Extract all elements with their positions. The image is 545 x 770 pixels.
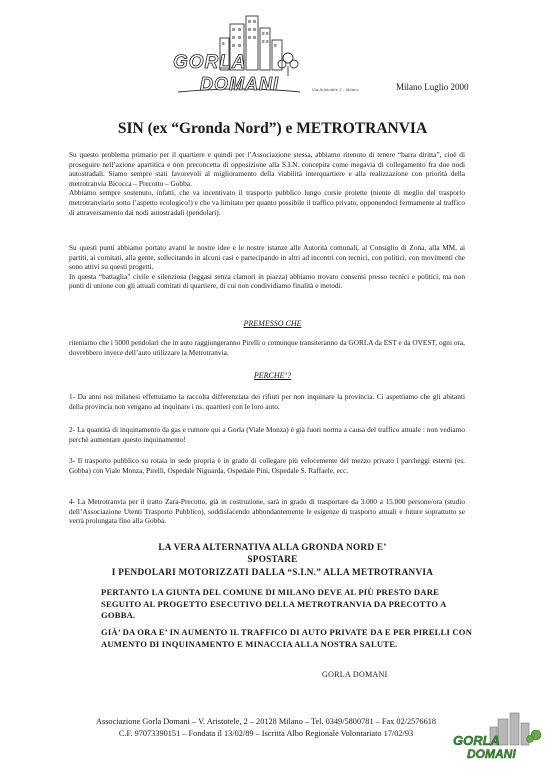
heading-premesso: PREMESSO CHE xyxy=(243,319,302,328)
logo-small-word-gorla: GORLA xyxy=(453,733,500,748)
gorla-domani-logo xyxy=(170,14,305,98)
document-title: SIN (ex “Gronda Nord”) e METROTRANVIA xyxy=(117,120,428,137)
conclusion-line: LA VERA ALTERNATIVA ALLA GRONDA NORD E’ xyxy=(158,542,387,552)
paragraph-text: 1- Da anni noi milanesi effettuiamo la raccolta differenziata dei rifiuti per non inquinare la provincia. Ci aspettiamo che gli abitanti della provincia non vengano ad inquinare i ns. quartieri con le loro auto. xyxy=(69,392,465,411)
conclusion-text: GIÀ’ DA ORA E’ IN AUMENTO IL TRAFFICO DI AUTO PRIVATE DA E PER PIRELLI CON AUMENTO DI INQUINAMENTO E MINACCIA ALLA NOSTRA SALUTE. xyxy=(101,627,473,649)
paragraph-premise xyxy=(69,338,465,357)
reason-4 xyxy=(69,497,465,526)
conclusion-headline xyxy=(0,541,545,578)
conclusion-pertanto xyxy=(101,587,481,622)
reason-1 xyxy=(69,392,465,411)
paragraph-text: In questa “battaglia” civile e silenziosa (leggasi senza clamori in piazza) abbiamo trovato consensi presso tecnici e politici, ma non punti di unione con gli attuali comitati di quartiere, di cui non condividiamo finalità e metodi. xyxy=(69,271,465,291)
paragraph-text: riteniamo che i 5000 pendolari che in auto raggiungeranno Pirelli o comunque transiteranno da GORLA da EST e da OVEST, ogni ora, dovrebbero invece dell’auto utilizzare la Metrotranvia. xyxy=(69,338,465,357)
paragraph-actions xyxy=(69,243,465,291)
logo-small-word-domani: DOMANI xyxy=(467,747,516,761)
dateline: Milano Luglio 2000 xyxy=(396,82,469,92)
conclusion-text: PERTANTO LA GIUNTA DEL COMUNE DI MILANO DEVE AL PIÙ PRESTO DARE SEGUITO AL PROGETTO ESECUTIVO DELLA METROTRANVIA DA PRECOTTO A GOBBA. xyxy=(101,587,447,621)
paragraph-intro xyxy=(69,150,465,217)
heading-perche: PERCHE’? xyxy=(253,371,292,380)
paragraph-text: 4- La Metrotranvia per il tratto Zara-Precotto, già in costruzione, sarà in grado di trasportare da 3.000 a 15.000 persone/ora (studio dell’Associazione Utenti Trasporto Pubblico), soddisfacendo abbondantemente le esigenze di trasporto attuali e future soprattutto se verrà prolungata fino alla Gobba. xyxy=(69,497,465,526)
paragraph-text: Abbiamo sempre sostenuto, infatti, che va incentivato il trasporto pubblico lungo corsie protette (niente di meglio del trasporto metrotranviario sotto l’aspetto ecologico!) e che va limitato per quanto possibile il traffico privato, opponendoci fermamente al traffico di attraversamento dai nodi autostradali (pendolari). xyxy=(69,188,465,217)
paragraph-text: Su questo problema primario per il quartiere e quindi per l’Associazione stessa, abbiamo ritenuto di tenere “barra diritta”, cioè di proseguire nell’azione apartitica e non preconcetta di opposizione alla S.I.N. concepita come megavia di collegamento fra due nodi autostradali. Siamo sempre stati favorevoli al miglioramento della viabilità interquartiere e alla realizzazione con priorità della metrotranvia Bicocca – Precotto – Gobba. xyxy=(69,150,465,188)
footer-line: Associazione Gorla Domani – V. Aristotele, 2 – 20128 Milano – Tel. 0349/5800781 – Fax 02/2576618 xyxy=(95,717,437,726)
logo-word-domani: DOMANI xyxy=(200,74,279,94)
footer-line: C.F. 97073390151 – Fondata il 13/02/89 – Iscritta Albo Regionale Volontariato 17/02/93 xyxy=(118,729,414,739)
reason-2 xyxy=(69,425,465,444)
paragraph-text: Su questi punti abbiamo portato avanti le nostre idee e le nostre istanze alle Autorità comunali, al Consiglio di Zona, alla MM, ai partiti, ai comitati, alla gente, sollecitando in alcuni casi e partecipando in altri ad incontri con tecnici, con politici, con movimenti che sono attivi su questi progetti. xyxy=(69,243,465,272)
reason-3 xyxy=(69,456,465,475)
conclusion-gia xyxy=(101,627,481,650)
footer-address xyxy=(56,716,476,741)
conclusion-line: SPOSTARE xyxy=(247,554,298,565)
paragraph-text: 3- Il trasporto pubblico su rotaia in sede propria è in grado di collegare più velocemente del mezzo privato i parcheggi esterni (es. Gobba) con Viale Monza, Pirelli, Ospedale Niguarda, Ospedale Pini, Ospedale S. Raffaele, ecc. xyxy=(69,456,465,475)
paragraph-text: 2- La quantità di inquinamento da gas e rumore qui a Gorla (Viale Monza) è già fuori norma a causa del traffico attuale : non vediamo perchè aumentare questo inquinamento! xyxy=(69,425,465,444)
gorla-domani-logo-small xyxy=(450,709,545,765)
conclusion-line: I PENDOLARI MOTORIZZATI DALLA “S.I.N.” ALLA METROTRANVIA xyxy=(111,566,434,577)
logo-address-small-print: Via Aristotele 2 - Milano xyxy=(312,87,359,92)
signature: GORLA DOMANI xyxy=(322,670,388,679)
logo-word-gorla: GORLA xyxy=(173,52,247,73)
